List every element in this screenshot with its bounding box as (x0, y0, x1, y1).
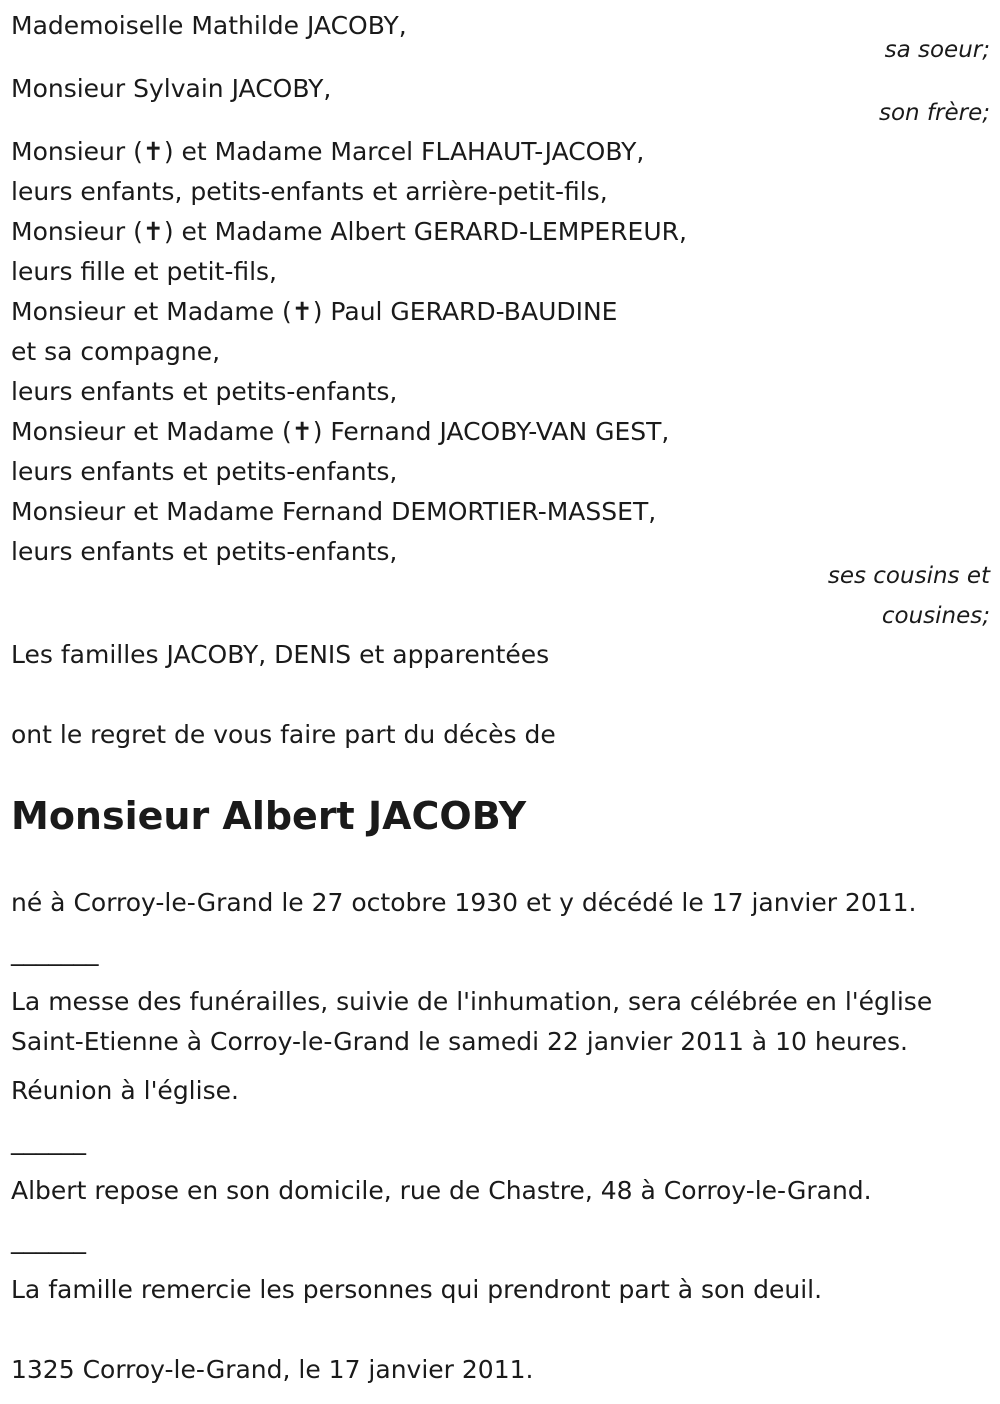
cousin-line-6: et sa compagne, (11, 337, 221, 366)
role-brother: son frère; (878, 100, 990, 126)
role-sister: sa soeur; (884, 37, 990, 63)
family-line-sister: Mademoiselle Mathilde JACOBY, (11, 11, 407, 40)
separator-1: _______ (11, 937, 99, 966)
cousin-line-1: Monsieur (✝) et Madame Marcel FLAHAUT-JACOBY, (11, 137, 645, 166)
deceased-name: Monsieur Albert JACOBY (11, 794, 527, 838)
families-line: Les familles JACOBY, DENIS et apparentées (11, 640, 550, 669)
separator-3: ______ (11, 1225, 86, 1254)
family-line-brother: Monsieur Sylvain JACOBY, (11, 74, 332, 103)
separator-2: ______ (11, 1126, 86, 1155)
role-cousins-line-1: ses cousins et (827, 563, 990, 589)
cousin-line-8: Monsieur et Madame (✝) Fernand JACOBY-VAN GEST, (11, 417, 670, 446)
announcement-intro: ont le regret de vous faire part du décès de (11, 720, 556, 749)
role-cousins-line-2: cousines; (881, 603, 990, 629)
cousin-line-7: leurs enfants et petits-enfants, (11, 377, 398, 406)
birth-death-line: né à Corroy-le-Grand le 27 octobre 1930 et y décédé le 17 janvier 2011. (11, 888, 917, 917)
place-date-line: 1325 Corroy-le-Grand, le 17 janvier 2011. (11, 1355, 534, 1384)
thanks-line: La famille remercie les personnes qui prendront part à son deuil. (11, 1275, 823, 1304)
cousin-line-11: leurs enfants et petits-enfants, (11, 537, 398, 566)
cousin-line-5: Monsieur et Madame (✝) Paul GERARD-BAUDINE (11, 297, 618, 326)
cousin-line-9: leurs enfants et petits-enfants, (11, 457, 398, 486)
meeting-line: Réunion à l'église. (11, 1076, 239, 1105)
rest-line: Albert repose en son domicile, rue de Chastre, 48 à Corroy-le-Grand. (11, 1176, 872, 1205)
cousin-line-2: leurs enfants, petits-enfants et arrière-petit-fils, (11, 177, 608, 206)
cousin-line-10: Monsieur et Madame Fernand DEMORTIER-MASSET, (11, 497, 657, 526)
ceremony-line-2: Saint-Etienne à Corroy-le-Grand le samedi 22 janvier 2011 à 10 heures. (11, 1027, 908, 1056)
cousin-line-3: Monsieur (✝) et Madame Albert GERARD-LEMPEREUR, (11, 217, 687, 246)
cousin-line-4: leurs fille et petit-fils, (11, 257, 278, 286)
ceremony-line-1: La messe des funérailles, suivie de l'inhumation, sera célébrée en l'église (11, 987, 933, 1016)
